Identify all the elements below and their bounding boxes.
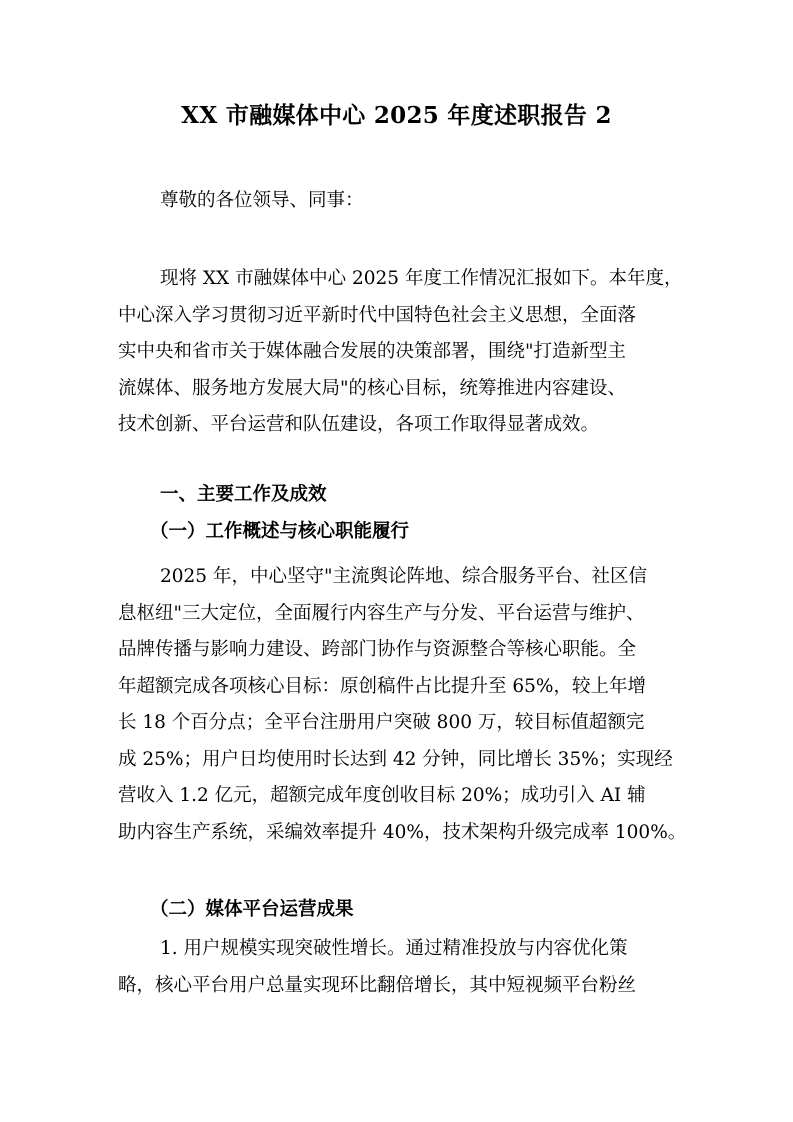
paragraph-line: 营收入 1.2 亿元，超额完成年度创收目标 20%；成功引入 AI 辅 <box>118 785 646 806</box>
salutation: 尊敬的各位领导、同事： <box>160 190 364 211</box>
section-heading: 一、主要工作及成效 <box>160 484 327 505</box>
paragraph-line: 2025 年，中心坚守"主流舆论阵地、综合服务平台、社区信 <box>160 566 647 587</box>
paragraph-line: 长 18 个百分点；全平台注册用户突破 800 万，较目标值超额完 <box>118 712 645 733</box>
paragraph-line: 助内容生产系统，采编效率提升 40%，技术架构升级完成率 100%。 <box>118 821 687 843</box>
subsection2-paragraph <box>118 931 678 1004</box>
paragraph-line: 中心深入学习贯彻习近平新时代中国特色社会主义思想，全面落 <box>118 304 637 326</box>
paragraph-line: 成 25%；用户日均使用时长达到 42 分钟，同比增长 35%；实现经 <box>118 748 673 770</box>
subsection-heading: （一）工作概述与核心职能履行 <box>150 521 410 542</box>
paragraph-line: 实中央和省市关于媒体融合发展的决策部署，围绕"打造新型主 <box>118 341 627 362</box>
paragraph-line: 息枢纽"三大定位，全面履行内容生产与分发、平台运营与维护、 <box>118 602 645 624</box>
paragraph-line: 略，核心平台用户总量实现环比翻倍增长，其中短视频平台粉丝 <box>118 974 637 996</box>
subsection1-paragraph <box>118 559 687 851</box>
paragraph-line: 流媒体、服务地方发展大局"的核心目标，统筹推进内容建设、 <box>118 377 627 399</box>
intro-paragraph <box>118 261 683 444</box>
document-title: XX 市融媒体中心 2025 年度述职报告 2 <box>181 102 612 129</box>
paragraph-line: 现将 XX 市融媒体中心 2025 年度工作情况汇报如下。本年度， <box>160 268 683 289</box>
paragraph-line: 1. 用户规模实现突破性增长。通过精准投放与内容优化策 <box>160 938 628 959</box>
subsection-heading: （二）媒体平台运营成果 <box>150 899 354 920</box>
paragraph-line: 技术创新、平台运营和队伍建设，各项工作取得显著成效。 <box>118 414 600 435</box>
paragraph-line: 年超额完成各项核心目标：原创稿件占比提升至 65%，较上年增 <box>118 675 647 697</box>
paragraph-line: 品牌传播与影响力建设、跨部门协作与资源整合等核心职能。全 <box>118 639 637 660</box>
